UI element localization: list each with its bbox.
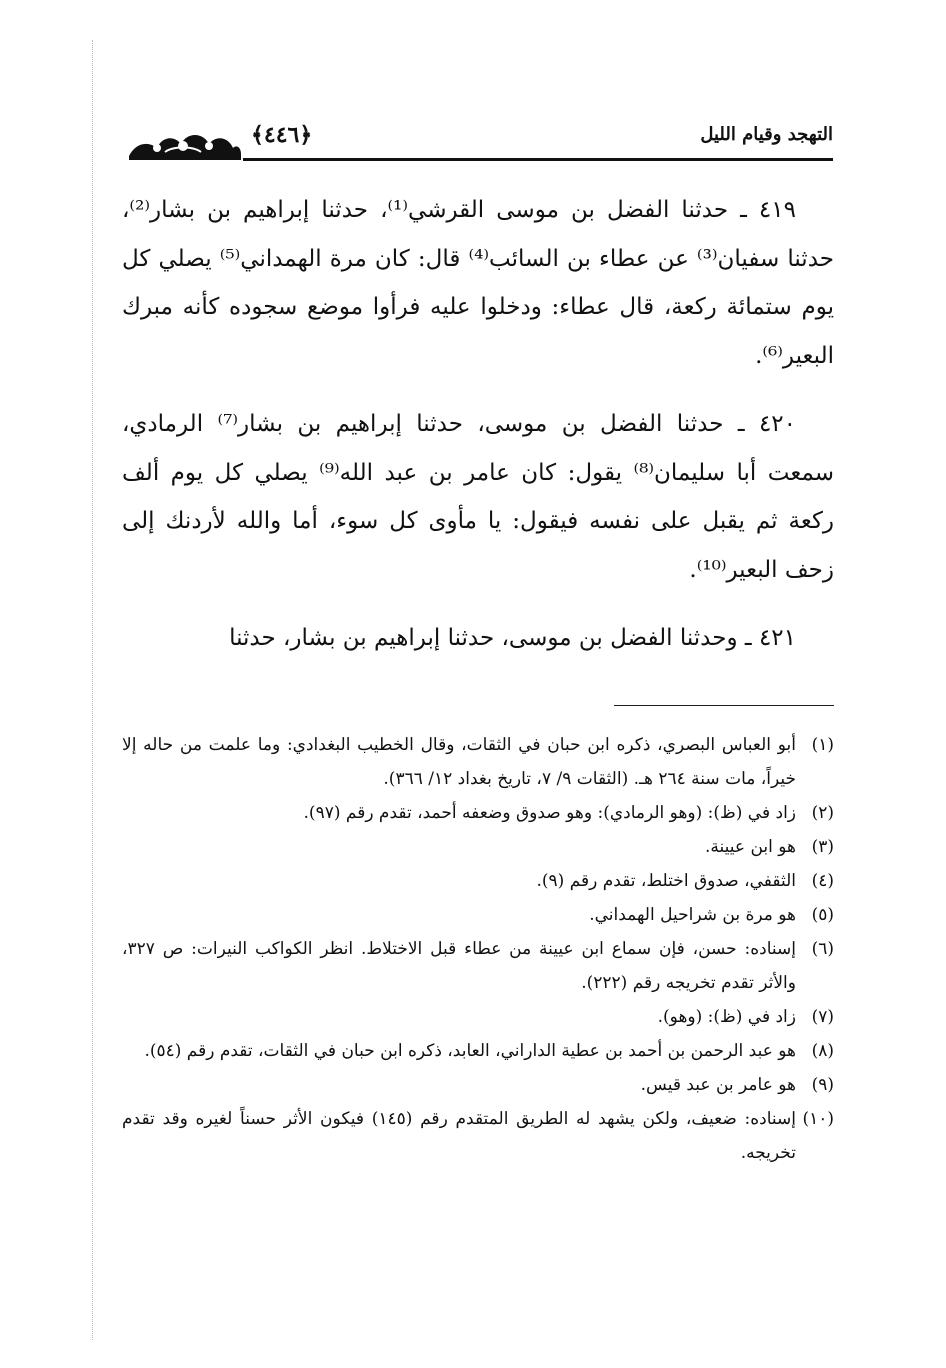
header-rule <box>243 158 833 161</box>
hadith-421: ٤٢١ ـ وحدثنا الفضل بن موسى، حدثنا إبراهيم بن بشار، حدثنا <box>229 625 796 651</box>
footnote-5 <box>122 898 834 932</box>
footnote-number: (٣) <box>811 837 834 857</box>
footnote-7 <box>122 1000 834 1034</box>
footnote-2 <box>122 796 834 830</box>
footnote-3 <box>122 830 834 864</box>
footnote-text: زاد في (ظ): (وهو الرمادي): وهو صدوق وضعفه أحمد، تقدم رقم (٩٧). <box>303 803 796 823</box>
footnote-1 <box>122 728 834 796</box>
footnote-text: إسناده: حسن، فإن سماع ابن عيينة من عطاء قبل الاختلاط. انظر الكواكب النيرات: ص ٣٢٧، والأثر تقدم تخريجه رقم (٢٢٢). <box>122 939 796 993</box>
footnote-number: (٥) <box>811 905 834 925</box>
footnote-10 <box>122 1102 834 1170</box>
page-header <box>125 118 833 166</box>
running-title: التهجد وقيام الليل <box>700 124 833 145</box>
footnote-number: (٩) <box>811 1075 834 1095</box>
footnote-number: (٤) <box>811 871 834 891</box>
footnote-text: هو عبد الرحمن بن أحمد بن عطية الداراني، العابد، ذكره ابن حبان في الثقات، تقدم رقم (٥٤). <box>144 1041 796 1061</box>
footnote-8 <box>122 1034 834 1068</box>
footnote-text: هو مرة بن شراحيل الهمداني. <box>589 905 796 925</box>
footnote-number: (١) <box>811 735 834 755</box>
hadith-419: ٤١٩ ـ حدثنا الفضل بن موسى القرشي⁽¹⁾، حدثنا إبراهيم بن بشار⁽²⁾، حدثنا سفيان⁽³⁾ عن عطاء بن السائب⁽⁴⁾ قال: كان مرة الهمداني⁽⁵⁾ يصلي كل يوم ستمائة ركعة، قال عطاء: ودخلوا عليه فرأوا موضع سجوده كأنه مبرك البعير⁽⁶⁾. <box>122 197 834 369</box>
footnote-6 <box>122 932 834 1000</box>
footnote-text: إسناده: ضعيف، ولكن يشهد له الطريق المتقدم رقم (١٤٥) فيكون الأثر حسناً لغيره وقد تقدم تخريجه. <box>122 1109 796 1163</box>
footnote-number: (٦) <box>811 939 834 959</box>
footnote-4 <box>122 864 834 898</box>
scan-edge-line <box>92 40 94 1340</box>
footnote-divider <box>614 705 834 706</box>
decorative-ornament-icon <box>125 118 243 164</box>
footnotes <box>122 728 834 1170</box>
footnote-text: أبو العباس البصري، ذكره ابن حبان في الثقات، وقال الخطيب البغدادي: وما علمت من حاله إلا خيراً، مات سنة ٢٦٤ هـ. (الثقات ٩/ ٧، تاريخ بغداد ١٢/ ٣٦٦). <box>122 735 796 789</box>
footnote-number: (٨) <box>811 1041 834 1061</box>
page-number: ﴿٤٤٦﴾ <box>251 122 313 148</box>
footnote-text: زاد في (ظ): (وهو). <box>657 1007 796 1027</box>
footnote-number: (٢) <box>811 803 834 823</box>
footnote-number: (١٠) <box>802 1109 834 1129</box>
main-text <box>122 186 834 683</box>
hadith-420: ٤٢٠ ـ حدثنا الفضل بن موسى، حدثنا إبراهيم بن بشار⁽⁷⁾ الرمادي، سمعت أبا سليمان⁽⁸⁾ يقول: كان عامر بن عبد الله⁽⁹⁾ يصلي كل يوم ألف ركعة ثم يقبل على نفسه فيقول: يا مأوى كل سوء، أما والله لأردنك إلى زحف البعير⁽¹⁰⁾. <box>122 411 835 583</box>
footnote-text: هو ابن عيينة. <box>704 837 796 857</box>
footnote-text: الثقفي، صدوق اختلط، تقدم رقم (٩). <box>536 871 796 891</box>
footnote-text: هو عامر بن عبد قيس. <box>640 1075 796 1095</box>
footnote-number: (٧) <box>811 1007 834 1027</box>
footnote-9 <box>122 1068 834 1102</box>
